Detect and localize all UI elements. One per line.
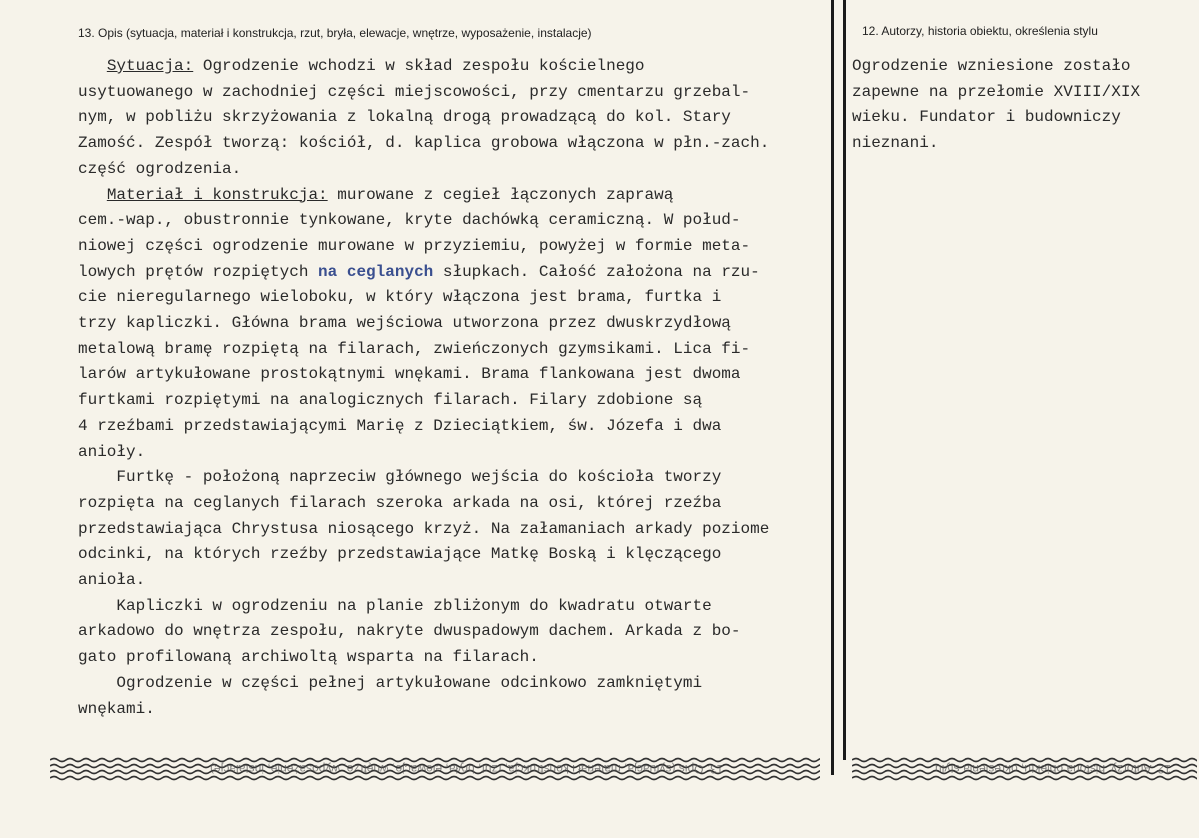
description-line xyxy=(78,414,769,440)
description-line xyxy=(78,542,769,568)
description-line xyxy=(78,388,769,414)
line-text: arkadowo do wnętrza zespołu, nakryte dwuspadowym dachem. Arkada z bo- xyxy=(78,622,741,641)
description-line xyxy=(78,619,769,645)
mirrored-header-right: 12. Autorzy, historia obiektu, określenia stylu xyxy=(935,762,1171,776)
description-line xyxy=(78,594,769,620)
history-line: Ogrodzenie wzniesione zostało xyxy=(852,57,1131,75)
history-line: nieznani. xyxy=(852,134,939,153)
line-text: usytuowanego w zachodniej części miejscowości, przy cmentarzu grzebal- xyxy=(78,82,751,101)
line-text: 4 rzeźbami przedstawiającymi Marię z Dzieciątkiem, św. Józefa i dwa xyxy=(78,416,722,435)
history-line: wieku. Fundator i budowniczy xyxy=(852,108,1121,127)
description-line xyxy=(78,645,769,671)
line-text: Kapliczki w ogrodzeniu na planie zbliżonym do kwadratu otwarte xyxy=(116,596,712,615)
line-text: trzy kapliczki. Główna brama wejściowa utworzona przez dwuskrzydłową xyxy=(78,314,731,333)
description-text xyxy=(78,54,769,722)
description-line xyxy=(78,80,769,106)
column-divider-left xyxy=(831,0,834,775)
line-text: przedstawiająca Chrystusa niosącego krzyż. Na załamaniach arkady poziome xyxy=(78,519,770,538)
line-text: niowej części ogrodzenie murowane w przyziemiu, powyżej w formie meta- xyxy=(78,236,751,255)
description-line xyxy=(78,568,769,594)
description-line xyxy=(78,183,769,209)
line-text: Furtkę - położoną naprzeciw głównego wejścia do kościoła tworzy xyxy=(116,468,722,487)
description-line xyxy=(78,311,769,337)
description-line xyxy=(78,105,769,131)
mirrored-header-left: 13. Opis (sytuacja, materiał i konstrukcja, rzut, bryła, elewacje, wnętrze, wyposażenie, instalacje) xyxy=(210,762,724,776)
column-divider-right xyxy=(843,0,846,760)
line-text: cie nieregularnego wieloboku, w który włączona jest brama, furtka i xyxy=(78,288,722,307)
description-line xyxy=(78,208,769,234)
authors-history-text xyxy=(852,54,1140,157)
line-text: furtkami rozpiętymi na analogicznych filarach. Filary zdobione są xyxy=(78,391,703,410)
line-text: anioła. xyxy=(78,571,146,590)
line-text: część ogrodzenia. xyxy=(78,159,242,178)
line-text: cem.-wap., obustronnie tynkowane, kryte dachówką ceramiczną. W połud- xyxy=(78,211,741,230)
line-text: lowych prętów rozpiętych xyxy=(78,262,319,281)
line-text: murowane z cegieł łączonych zaprawą xyxy=(327,185,674,204)
line-text: odcinki, na których rzeźby przedstawiające Matkę Boską i klęczącego xyxy=(78,545,722,564)
line-text: rozpięta na ceglanych filarach szeroka arkada na osi, której rzeźba xyxy=(78,493,722,512)
description-section-header: 13. Opis (sytuacja, materiał i konstrukcja, rzut, bryła, elewacje, wnętrze, wyposażenie, instalacje) xyxy=(78,26,592,40)
description-line xyxy=(78,285,769,311)
description-line xyxy=(78,517,769,543)
description-line xyxy=(78,491,769,517)
line-text: Ogrodzenie wchodzi w skład zespołu kościelnego xyxy=(193,57,645,75)
line-text: metalową bramę rozpiętą na filarach, zwieńczonych gzymsikami. Lica fi- xyxy=(78,339,751,358)
description-line xyxy=(78,54,769,80)
line-text: nym, w pobliżu skrzyżowania z lokalną drogą prowadzącą do kol. Stary xyxy=(78,108,731,127)
description-line xyxy=(78,697,769,723)
line-text-tail: słupkach. Całość założona na rzu- xyxy=(433,262,760,281)
authors-section-header: 12. Autorzy, historia obiektu, określenia stylu xyxy=(862,24,1098,38)
description-line xyxy=(78,234,769,260)
description-line xyxy=(78,465,769,491)
history-line: zapewne na przełomie XVIII/XIX xyxy=(852,82,1141,101)
corrected-text: na ceglanych xyxy=(318,262,434,281)
line-text: larów artykułowane prostokątnymi wnękami. Brama flankowana jest dwoma xyxy=(78,365,741,384)
line-text: anioły. xyxy=(78,442,146,461)
description-line xyxy=(78,671,769,697)
description-line xyxy=(78,131,769,157)
description-line xyxy=(78,260,769,286)
line-text: Ogrodzenie w części pełnej artykułowane odcinkowo zamkniętymi xyxy=(116,673,703,692)
description-line xyxy=(78,157,769,183)
section-lead-label: Sytuacja: xyxy=(106,57,194,75)
line-text: Zamość. Zespół tworzą: kościół, d. kaplica grobowa włączona w płn.-zach. xyxy=(78,134,770,153)
description-line xyxy=(78,337,769,363)
description-line xyxy=(78,362,769,388)
line-text: gato profilowaną archiwoltą wsparta na filarach. xyxy=(78,648,539,667)
section-lead-label: Materiał i konstrukcja: xyxy=(106,185,328,204)
line-text: wnękami. xyxy=(78,699,155,718)
description-line xyxy=(78,440,769,466)
